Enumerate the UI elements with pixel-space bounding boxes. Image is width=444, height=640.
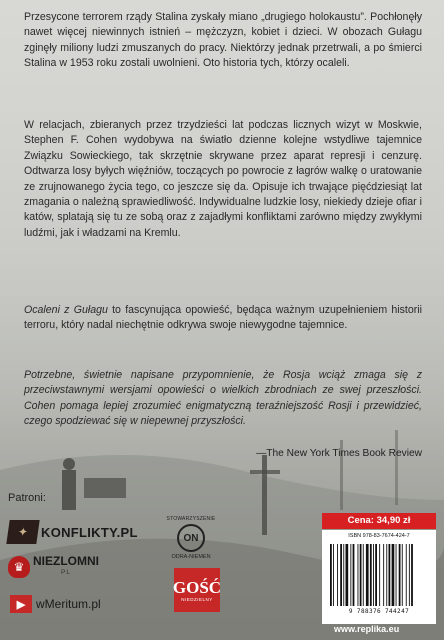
niezlomni-text: NIEZLOMNI bbox=[33, 554, 99, 568]
barcode-bar bbox=[389, 544, 391, 606]
summary-text: to fascynująca opowieść, będąca ważnym uzupełnieniem historii terroru, który nadal niechętnie odkrywa swoje niewygodne tajemnice. bbox=[24, 304, 423, 332]
barcode-bar bbox=[360, 544, 362, 606]
barcode-bar bbox=[343, 544, 344, 606]
niezlomni-subtext: PL bbox=[61, 569, 71, 576]
barcode-bar bbox=[346, 544, 349, 606]
odra-niemen-logo bbox=[160, 516, 222, 560]
barcode-bar bbox=[350, 544, 351, 606]
patrons-label: Patroni: bbox=[8, 492, 46, 504]
barcode-bar bbox=[406, 544, 407, 606]
odra-niemen-logo-icon: ON bbox=[177, 524, 205, 552]
gosc-logo-icon bbox=[174, 568, 220, 612]
barcode-bar bbox=[337, 544, 338, 606]
barcode-bar bbox=[370, 544, 372, 606]
barcode-bar bbox=[333, 544, 334, 606]
barcode-bar bbox=[379, 544, 380, 606]
barcode-bar bbox=[375, 544, 377, 606]
review-attribution: —The New York Times Book Review bbox=[256, 448, 422, 459]
wmeritum-text: wMeritum.pl bbox=[36, 597, 101, 611]
konflikty-logo bbox=[8, 520, 138, 544]
odra-niemen-top-text: STOWARZYSZENIE bbox=[166, 516, 216, 522]
gosc-text: GOŚĆ bbox=[172, 577, 222, 597]
barcode-bar bbox=[363, 544, 364, 606]
barcode-bar bbox=[402, 544, 403, 606]
barcode-bar bbox=[396, 544, 397, 606]
barcode-bar bbox=[409, 544, 410, 606]
summary-paragraph bbox=[24, 303, 422, 334]
niezlomni-logo bbox=[8, 556, 99, 578]
eagle-icon: ♛ bbox=[8, 556, 30, 578]
wmeritum-logo bbox=[10, 595, 101, 613]
wmeritum-logo-icon: ▶ bbox=[10, 595, 32, 613]
barcode bbox=[322, 530, 436, 624]
barcode-bar bbox=[340, 544, 342, 606]
barcode-bar bbox=[358, 544, 359, 606]
barcode-bar bbox=[366, 544, 369, 606]
barcode-bar bbox=[386, 544, 387, 606]
konflikty-text: KONFLIKTY.PL bbox=[41, 524, 138, 540]
barcode-bar bbox=[353, 544, 355, 606]
barcode-bar bbox=[411, 544, 413, 606]
konflikty-logo-icon: ✦ bbox=[6, 520, 39, 544]
barcode-bar bbox=[373, 544, 374, 606]
barcode-digits: 9 788376 744247 bbox=[348, 608, 410, 615]
description-paragraph: W relacjach, zbieranych przez trzydzieści lat podczas licznych wizyt w Moskwie, Stephen F. Cohen wydobywa na światło dzienne kolejne wstydliwe tajemnice Związku Sowieckiego, tak skrzętnie skrywane przez aparat represji i cenzurę. Odtwarza losy byłych więźniów, toczących po powrocie z łagrów walkę o uratowanie ze zrujnowanego życia tego, co jeszcze się da. Opisuje ich trwające pięćdziesiąt lat zmagania o należną sprawiedliwość. Indywidualne ludzkie losy, niekiedy dzieje ofiar i katów, splatają się tu ze sobą oraz z zajadłymi konfliktami zarówno między zwykłymi ludźmi, jak i władzami na Kremlu. bbox=[24, 119, 422, 239]
barcode-bar bbox=[383, 544, 384, 606]
isbn: ISBN 978-83-7674-424-7 bbox=[348, 533, 410, 539]
odra-niemen-text: ODRA-NIEMEN bbox=[171, 554, 211, 560]
publisher-website: www.replika.eu bbox=[334, 624, 400, 634]
barcode-bar bbox=[392, 544, 395, 606]
gosc-subtext: NIEDZIELNY bbox=[181, 596, 213, 602]
intro-paragraph: Przesycone terrorem rządy Stalina zyskały miano „drugiego holokaustu”. Pochłonęły nawet więcej niewinnych istnień – mężczyzn, kobiet i dzieci. W obozach Gułagu zginęły miliony ludzi zmuszanych do pracy. Niektórzy jednak przetrwali, a po śmierci Stalina w 1953 roku zostali uwolnieni. Oto historia tych, którzy ocaleli. bbox=[24, 11, 422, 70]
review-quote: Potrzebne, świetnie napisane przypomnienie, że Rosja wciąż zmaga się z przeciwstawnymi wersjami opowieści o wielkich zbrodniach ze swej przeszłości. Cohen pomaga lepiej zrozumieć enigmatyczną teraźniejszość Rosji i przewidzieć, czego spodziewać się w niepewnej przyszłości. bbox=[24, 369, 422, 428]
barcode-bar bbox=[330, 544, 332, 606]
price-label: Cena: 34,90 zł bbox=[322, 513, 436, 529]
barcode-bar bbox=[399, 544, 401, 606]
book-title: Ocaleni z Gułagu bbox=[24, 304, 108, 316]
